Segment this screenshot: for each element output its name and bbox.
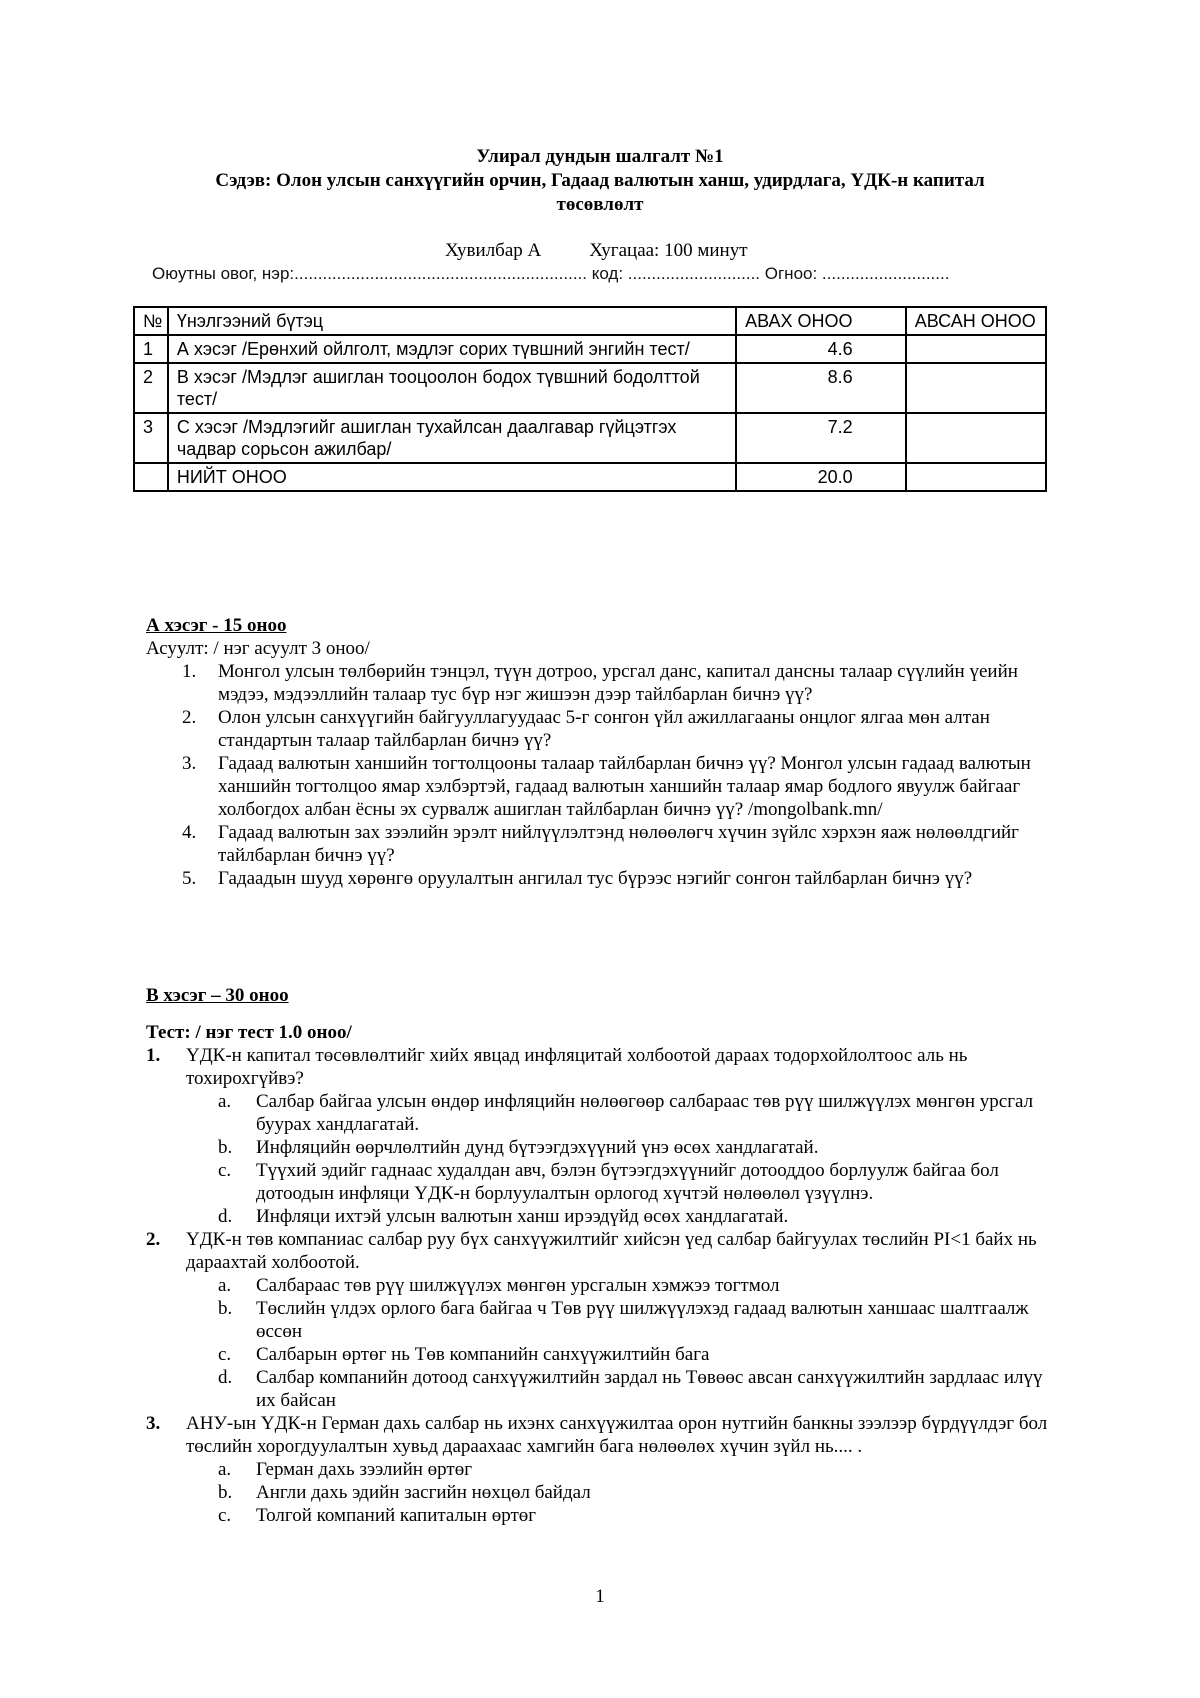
row-earned [906,413,1046,463]
option-letter: a. [218,1091,232,1112]
question-number: 5. [182,868,197,889]
list-item [146,867,1056,890]
row-label: А хэсэг /Ерөнхий ойлголт, мэдлэг сорих түвшний энгийн тест/ [168,335,736,363]
header-cell-number: № [134,307,168,335]
row-points: 7.2 [736,413,906,463]
section-a-heading: А хэсэг - 15 оноо [146,615,287,636]
option-letter: b. [218,1298,233,1319]
option-letter: c. [218,1160,232,1181]
option-text: Герман дахь зээлийн өртөг [256,1459,472,1480]
option-text: Салбараас төв рүү шилжүүлэх мөнгөн урсгалын хэмжээ тогтмол [256,1275,780,1296]
option-letter: a. [218,1459,232,1480]
row-number: 1 [134,335,168,363]
test-question [146,1044,1056,1090]
option-text: Салбар компанийн дотоод санхүүжилтийн зардал нь Төвөөс авсан санхүүжилтийн зардлаас илүү их байсан [256,1367,1043,1411]
test-question-number: 3. [146,1413,161,1434]
answer-option [146,1159,1056,1205]
header-cell-earned-points: АВСАН ОНОО [906,307,1046,335]
option-text: Англи дахь эдийн засгийн нөхцөл байдал [256,1482,591,1503]
table-row [134,363,1046,413]
row-number [134,463,168,491]
answer-option [146,1274,1056,1297]
table-total-row [134,463,1046,491]
answer-option [146,1090,1056,1136]
question-number: 3. [182,753,197,774]
variant-label: Хувилбар А [445,240,542,261]
row-label: НИЙТ ОНОО [168,463,736,491]
option-text: Салбар байгаа улсын өндөр инфляцийн нөлөөгөөр салбараас төв рүү шилжүүлэх мөнгөн урсгал буурах хандлагатай. [256,1091,1034,1135]
question-text: Гадаад валютын зах зээлийн эрэлт нийлүүлэлтэнд нөлөөлөгч хүчин зүйлс хэрхэн яаж нөлөөлдгийг тайлбарлан бичнэ үү? [218,822,1019,866]
score-table [133,306,1047,492]
row-earned [906,335,1046,363]
answer-option [146,1297,1056,1343]
section-a-question-list [146,660,1056,890]
list-item [146,752,1056,821]
table-row [134,413,1046,463]
test-heading: Тест: / нэг тест 1.0 оноо/ [146,1022,352,1043]
option-letter: d. [218,1206,233,1227]
question-text: Гадаадын шууд хөрөнгө оруулалтын ангилал тус бүрээс нэгийг сонгон тайлбарлан бичнэ үү? [218,868,973,889]
row-number: 2 [134,363,168,413]
list-item [146,706,1056,752]
row-earned [906,363,1046,413]
duration-label: Хугацаа: 100 минут [589,240,748,261]
option-letter: d. [218,1367,233,1388]
section-a [146,614,1056,890]
test-question-text: ҮДК-н капитал төсөвлөлтийг хийх явцад инфляцитай холбоотой дараах тодорхойлолтоос аль нь тохирохгүйвэ? [186,1045,968,1089]
option-letter: b. [218,1137,233,1158]
test-question [146,1412,1056,1458]
option-letter: c. [218,1505,232,1526]
answer-option [146,1343,1056,1366]
list-item [146,821,1056,867]
test-question-number: 2. [146,1229,161,1250]
row-points: 8.6 [736,363,906,413]
test-question [146,1228,1056,1274]
variant-duration-line [445,240,748,262]
question-number: 1. [182,661,197,682]
test-question-text: ҮДК-н төв компаниас салбар руу бүх санхүүжилтийг хийсэн үед салбар байгуулах төслийн PI<1 байх нь дараахтай холбоотой. [186,1229,1037,1273]
exam-topic-line2: төсөвлөлт [556,194,644,215]
question-text: Гадаад валютын ханшийн тогтолцооны талаар тайлбарлан бичнэ үү? Монгол улсын гадаад валютын ханшийн тогтолцоо ямар хэлбэртэй, гадаад валютын ханшийн талаар ямар бодлого явуулж байгааг холбогдох албан ёсны эх сурвалж ашиглан тайлбарлан бичнэ үү? /mongolbank.mn/ [218,753,1031,820]
question-number: 2. [182,707,197,728]
question-number: 4. [182,822,197,843]
page-number: 1 [595,1586,605,1607]
row-number: 3 [134,413,168,463]
answer-option [146,1136,1056,1159]
option-letter: b. [218,1482,233,1503]
list-item [146,660,1056,706]
table-row [134,335,1046,363]
option-text: Инфляци ихтэй улсын валютын ханш ирээдүйд өсөх хандлагатай. [256,1206,789,1227]
option-text: Инфляцийн өөрчлөлтийн дунд бүтээгдэхүүний үнэ өсөх хандлагатай. [256,1137,819,1158]
option-text: Салбарын өртөг нь Төв компанийн санхүүжилтийн бага [256,1344,710,1365]
answer-option [146,1366,1056,1412]
answer-option [146,1205,1056,1228]
option-letter: c. [218,1344,232,1365]
option-letter: a. [218,1275,232,1296]
answer-option [146,1481,1056,1504]
option-text: Толгой компаний капиталын өртөг [256,1505,537,1526]
question-text: Монгол улсын төлбөрийн тэнцэл, түүн дотроо, урсгал данс, капитал дансны талаар сүүлийн үеийн мэдээ, мэдээллийн талаар тус бүр нэг жишээн дээр тайлбарлан бичнэ үү? [218,661,1018,705]
header-cell-max-points: АВАХ ОНОО [736,307,906,335]
table-header-row [134,307,1046,335]
option-text: Түүхий эдийг гаднаас худалдан авч, бэлэн бүтээгдэхүүнийг дотооддоо борлуулж байгаа бол дотоодын инфляци ҮДК-н борлуулалтын орлогод хүчтэй нөлөөлөл үзүүлнэ. [256,1160,999,1204]
exam-title: Улирал дундын шалгалт №1 [476,146,724,167]
row-points: 20.0 [736,463,906,491]
question-text: Олон улсын санхүүгийн байгууллагуудаас 5-г сонгон үйл ажиллагааны онцлог ялгаа мөн алтан стандартын талаар тайлбарлан бичнэ үү? [218,707,990,751]
row-label: В хэсэг /Мэдлэг ашиглан тооцоолон бодох түвшний бодолттой тест/ [168,363,736,413]
exam-topic-line1: Сэдэв: Олон улсын санхүүгийн орчин, Гадаад валютын ханш, удирдлага, ҮДК-н капитал [215,170,985,191]
option-text: Төслийн үлдэх орлого бага байгаа ч Төв рүү шилжүүлэхэд гадаад валютын ханшаас шалтгаалж өссөн [256,1298,1029,1342]
row-earned [906,463,1046,491]
section-b [146,984,1056,1527]
student-info-line: Оюутны овог, нэр:.............................................................. код: ............................ Огноо: ........................... [152,264,950,283]
section-b-heading: В хэсэг – 30 оноо [146,985,289,1006]
section-a-subheading: Асуулт: / нэг асуулт 3 оноо/ [146,638,370,659]
header-cell-structure: Үнэлгээний бүтэц [168,307,736,335]
test-question-text: АНУ-ын ҮДК-н Герман дахь салбар нь ихэнх санхүүжилтаа орон нутгийн банкны зээлээр бүрдүүлдэг бол төслийн хорогдуулалтын хувьд дараахаас хамгийн бага нөлөөлөх хүчин зүйл нь.... . [186,1413,1048,1457]
row-label: С хэсэг /Мэдлэгийг ашиглан тухайлсан даалгавар гүйцэтгэх чадвар сорьсон ажилбар/ [168,413,736,463]
row-points: 4.6 [736,335,906,363]
test-question-number: 1. [146,1045,161,1066]
answer-option [146,1458,1056,1481]
answer-option [146,1504,1056,1527]
